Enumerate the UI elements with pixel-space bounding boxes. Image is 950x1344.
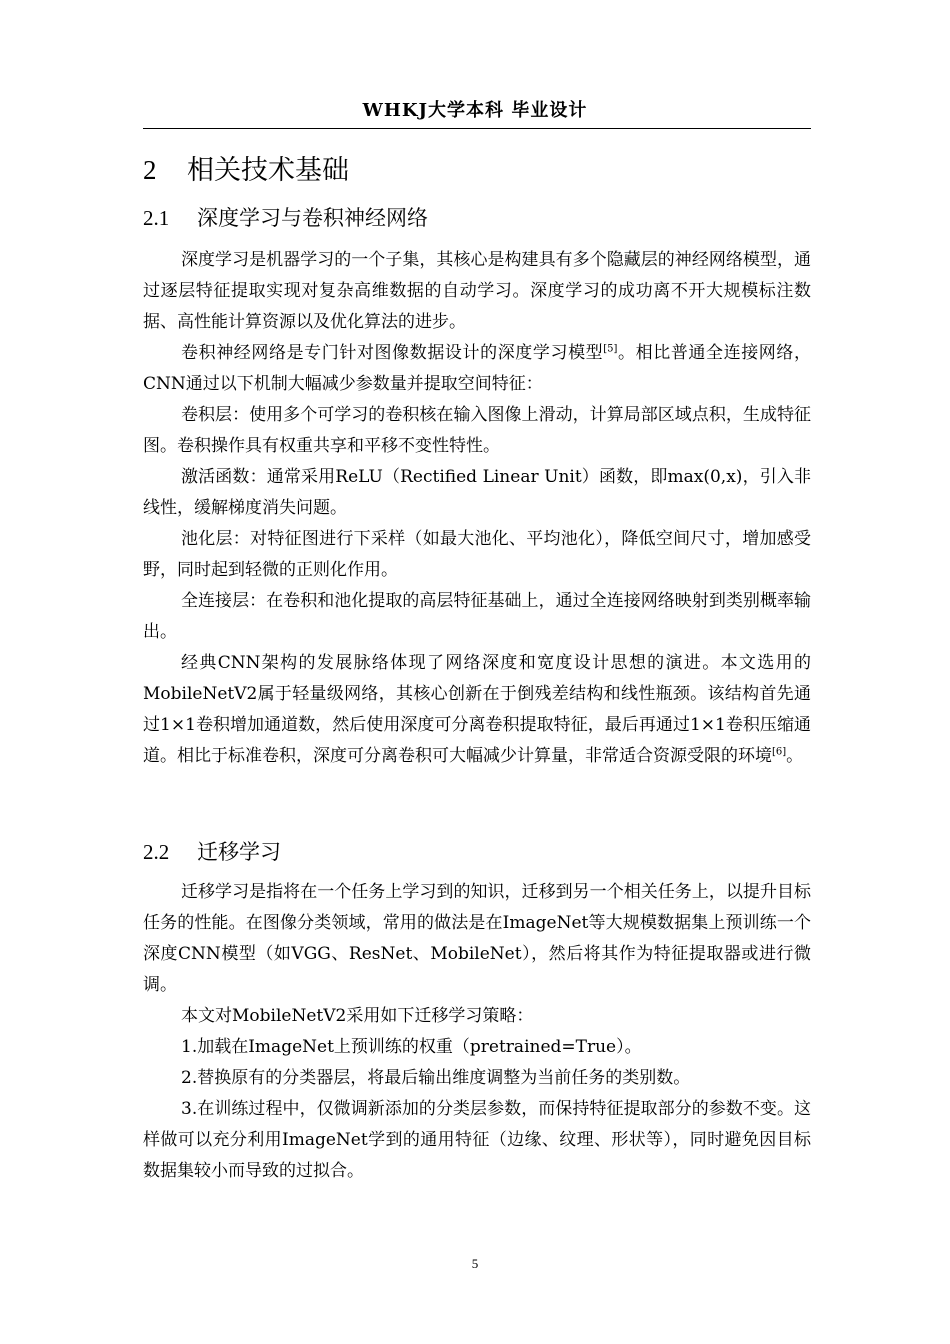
section-number: 2.2	[143, 840, 170, 864]
citation: [5]	[603, 343, 618, 355]
section-body-2-1	[143, 245, 811, 772]
paragraph: 经典CNN架构的发展脉络体现了网络深度和宽度设计思想的演进。本文选用的MobileNetV2属于轻量级网络，其核心创新在于倒残差结构和线性瓶颈。该结构首先通过1×1卷积增加通道数，然后使用深度可分离卷积提取特征，最后再通过1×1卷积压缩通道。相比于标准卷积，深度可分离卷积可大幅减少计算量，非常适合资源受限的环境[6]。	[143, 653, 811, 766]
chapter-heading	[143, 148, 349, 187]
paragraph: 本文对MobileNetV2采用如下迁移学习策略：	[181, 1006, 534, 1026]
paragraph: 2.替换原有的分类器层，将最后输出维度调整为当前任务的类别数。	[181, 1068, 691, 1088]
paragraph: 全连接层：在卷积和池化提取的高层特征基础上，通过全连接网络映射到类别概率输出。	[143, 591, 811, 642]
paragraph: 1.加载在ImageNet上预训练的权重（pretrained=True）。	[181, 1037, 642, 1057]
running-header: WHKJ大学本科 毕业设计	[362, 100, 588, 121]
section-number: 2.1	[143, 206, 170, 230]
paragraph: 迁移学习是指将在一个任务上学习到的知识，迁移到另一个相关任务上，以提升目标任务的性能。在图像分类领域，常用的做法是在ImageNet等大规模数据集上预训练一个深度CNN模型（如VGG、ResNet、MobileNet），然后将其作为特征提取器或进行微调。	[143, 882, 811, 995]
paragraph: 3.在训练过程中，仅微调新添加的分类层参数，而保持特征提取部分的参数不变。这样做可以充分利用ImageNet学到的通用特征（边缘、纹理、形状等），同时避免因目标数据集较小而导致的过拟合。	[143, 1099, 811, 1181]
section-title: 迁移学习	[197, 840, 281, 864]
paragraph: 池化层：对特征图进行下采样（如最大池化、平均池化），降低空间尺寸，增加感受野，同时起到轻微的正则化作用。	[143, 529, 811, 580]
chapter-title: 相关技术基础	[187, 155, 349, 186]
paragraph: 深度学习是机器学习的一个子集，其核心是构建具有多个隐藏层的神经网络模型，通过逐层特征提取实现对复杂高维数据的自动学习。深度学习的成功离不开大规模标注数据、高性能计算资源以及优化算法的进步。	[143, 250, 811, 332]
citation: [6]	[772, 746, 787, 758]
paragraph: 激活函数：通常采用ReLU（Rectified Linear Unit）函数，即max(0,x)，引入非线性，缓解梯度消失问题。	[143, 467, 811, 518]
chapter-number: 2	[143, 155, 157, 185]
section-body-2-2	[143, 877, 811, 1187]
section-title: 深度学习与卷积神经网络	[197, 206, 428, 230]
header-rule	[143, 128, 811, 129]
paragraph: 卷积层：使用多个可学习的卷积核在输入图像上滑动，计算局部区域点积，生成特征图。卷积操作具有权重共享和平移不变性特性。	[143, 405, 811, 456]
page-number: 5	[471, 1256, 479, 1271]
paragraph: 卷积神经网络是专门针对图像数据设计的深度学习模型[5]。相比普通全连接网络，CNN通过以下机制大幅减少参数量并提取空间特征：	[143, 343, 811, 394]
section-heading-2-2	[143, 836, 281, 866]
section-heading-2-1	[143, 202, 428, 232]
